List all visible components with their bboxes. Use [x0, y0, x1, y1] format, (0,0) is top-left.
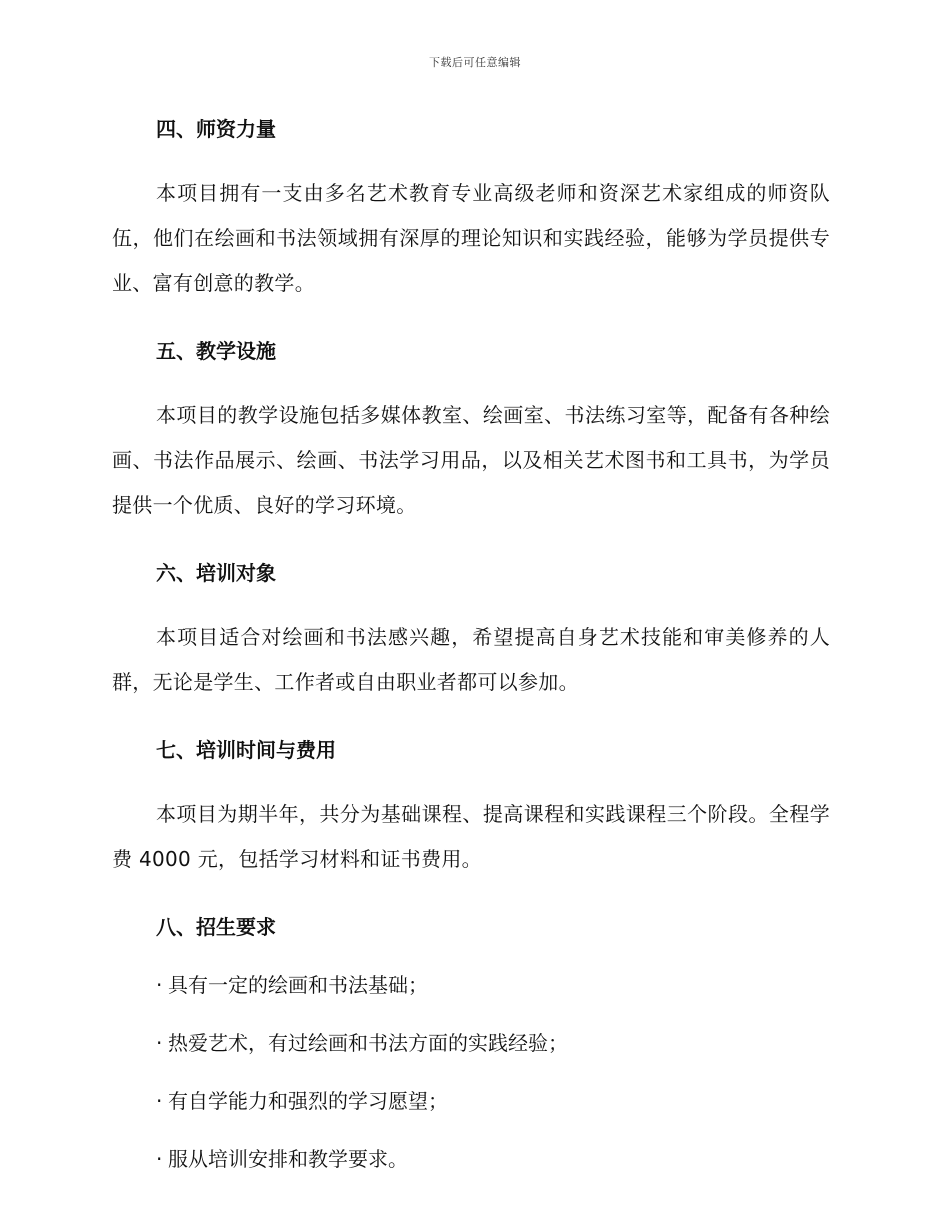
section-title-requirements: 八、招生要求	[156, 915, 276, 939]
requirement-text: 有自学能力和强烈的学习愿望；	[168, 1089, 448, 1113]
section-title-faculty: 四、师资力量	[156, 117, 276, 141]
list-item	[112, 970, 830, 1000]
section-title-facilities: 五、教学设施	[156, 339, 276, 363]
section-title-schedule-fees: 七、培训时间与费用	[156, 738, 336, 762]
requirement-text: 具有一定的绘画和书法基础；	[168, 973, 428, 997]
section-paragraph-facilities: 本项目的教学设施包括多媒体教室、绘画室、书法练习室等，配备有各种绘画、书法作品展示、绘画、书法学习用品，以及相关艺术图书和工具书，为学员提供一个优质、良好的学习环境。	[112, 403, 830, 517]
requirement-text: 热爱艺术，有过绘画和书法方面的实践经验；	[168, 1031, 568, 1055]
bullet-mark: ·	[156, 1031, 163, 1055]
bullet-mark: ·	[156, 973, 163, 997]
section-paragraph-audience: 本项目适合对绘画和书法感兴趣，希望提高自身艺术技能和审美修养的人群，无论是学生、工作者或自由职业者都可以参加。	[112, 625, 830, 694]
section-title-audience: 六、培训对象	[156, 561, 276, 585]
list-item	[112, 1086, 830, 1116]
bullet-mark: ·	[156, 1089, 163, 1113]
requirement-text: 服从培训安排和教学要求。	[168, 1147, 408, 1171]
bullet-mark: ·	[156, 1147, 163, 1171]
list-item	[112, 1028, 830, 1058]
list-item	[112, 1144, 830, 1174]
section-paragraph-schedule-fees: 本项目为期半年，共分为基础课程、提高课程和实践课程三个阶段。全程学费 4000 元，包括学习材料和证书费用。	[112, 802, 830, 871]
section-paragraph-faculty: 本项目拥有一支由多名艺术教育专业高级老师和资深艺术家组成的师资队伍，他们在绘画和书法领域拥有深厚的理论知识和实践经验，能够为学员提供专业、富有创意的教学。	[112, 181, 830, 295]
document-body	[112, 114, 830, 1174]
header-note: 下载后可任意编辑	[429, 56, 521, 69]
